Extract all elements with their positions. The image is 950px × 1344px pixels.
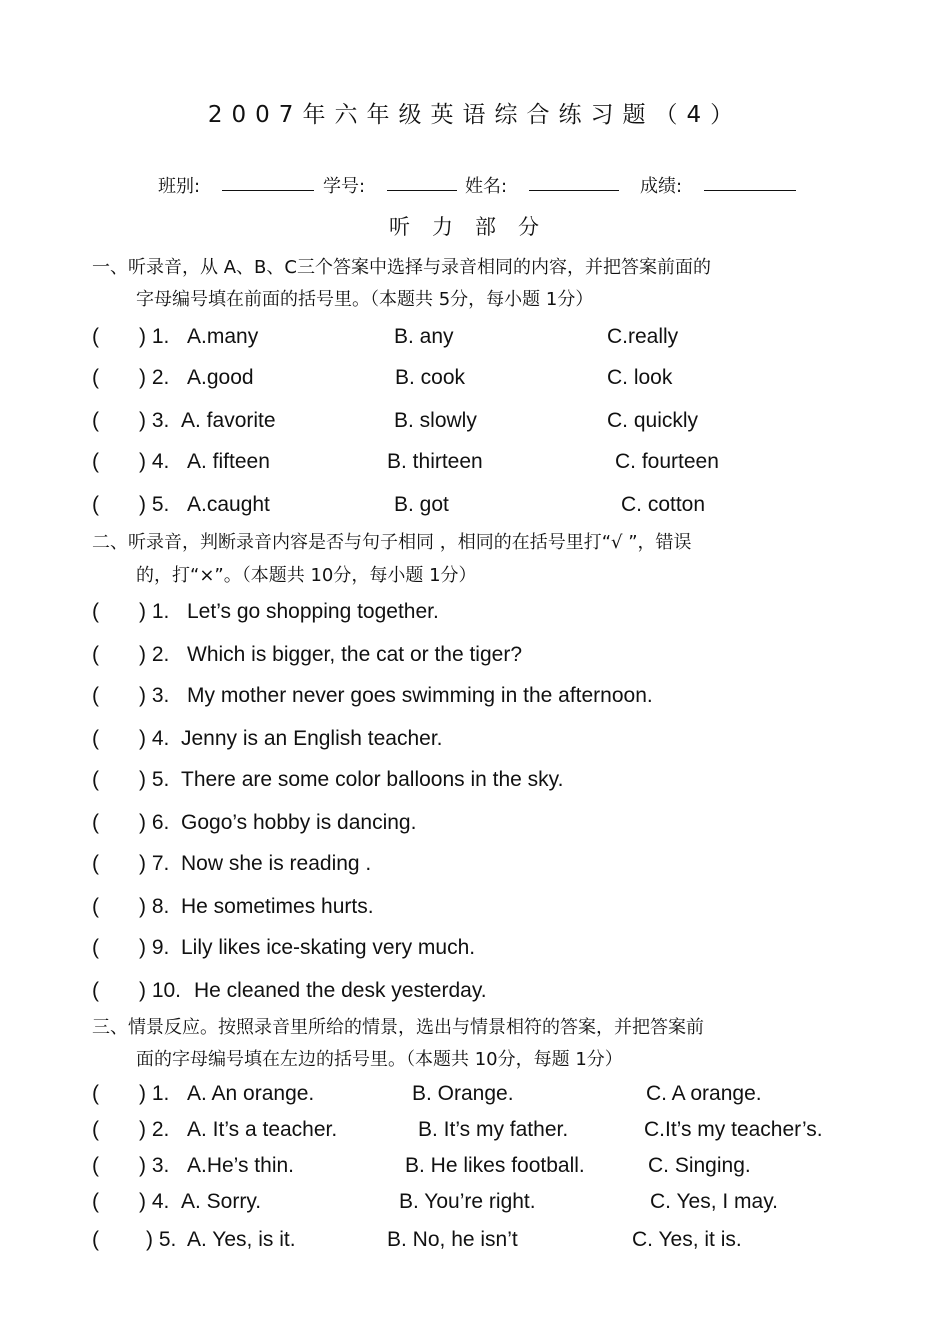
answer-paren-open: ( (92, 768, 99, 791)
score-blank[interactable] (704, 172, 796, 194)
section2-instruction-line1: 二、听录音，判断录音内容是否与句子相同 ，相同的在括号里打“√ ”，错误 (92, 532, 692, 553)
answer-paren-open: ( (92, 1190, 99, 1213)
option-a: A. Yes, is it. (187, 1228, 296, 1251)
option-a: A. It’s a teacher. (187, 1118, 338, 1141)
option-b: B. Orange. (412, 1082, 514, 1105)
question-number: ) 4. (139, 727, 170, 750)
question-number: ) 8. (139, 895, 170, 918)
answer-paren-open: ( (92, 936, 99, 959)
option-c: C. cotton (621, 493, 706, 516)
question-number: ) 6. (139, 811, 170, 834)
answer-paren-open: ( (92, 643, 99, 666)
question-number: ) 4. (139, 450, 170, 473)
question-number: ) 2. (139, 366, 170, 389)
option-b: B. any (394, 325, 454, 348)
option-c: C. Yes, I may. (650, 1190, 778, 1213)
option-b: B. slowly (394, 409, 477, 432)
option-b: B. It’s my father. (418, 1118, 569, 1141)
answer-paren-open: ( (92, 727, 99, 750)
statement-text: Let’s go shopping together. (187, 600, 439, 623)
option-a: A. favorite (181, 409, 276, 432)
answer-paren-open: ( (92, 409, 99, 432)
section-heading: 听力部分 (389, 215, 561, 239)
statement-text: Which is bigger, the cat or the tiger? (187, 643, 523, 666)
answer-paren-open: ( (92, 895, 99, 918)
option-b: B. thirteen (387, 450, 483, 473)
class-label: 班别: (158, 176, 201, 197)
statement-text: Jenny is an English teacher. (181, 727, 443, 750)
option-c: C. look (607, 366, 673, 389)
option-c: C. A orange. (646, 1082, 762, 1105)
question-number: ) 3. (139, 684, 170, 707)
statement-text: He cleaned the desk yesterday. (194, 979, 487, 1002)
student-no-blank[interactable] (387, 172, 457, 194)
question-number: ) 1. (139, 1082, 170, 1105)
section1-instruction-line1: 一、听录音，从 A、B、C三个答案中选择与录音相同的内容，并把答案前面的 (92, 257, 711, 278)
question-number: ) 1. (139, 600, 170, 623)
answer-paren-open: ( (92, 684, 99, 707)
option-c: C. Singing. (648, 1154, 751, 1177)
option-c: C.It’s my teacher’s. (644, 1118, 823, 1141)
answer-paren-open: ( (92, 979, 99, 1002)
question-number: ) 5. (146, 1228, 177, 1251)
answer-paren-open: ( (92, 811, 99, 834)
page-title: 2007年六年级英语综合练习题（4） (207, 102, 743, 128)
question-number: ) 4. (139, 1190, 170, 1213)
statement-text: Now she is reading . (181, 852, 372, 875)
answer-paren-open: ( (92, 1118, 99, 1141)
statement-text: There are some color balloons in the sky. (181, 768, 564, 791)
class-blank[interactable] (222, 172, 314, 194)
statement-text: My mother never goes swimming in the afternoon. (187, 684, 653, 707)
answer-paren-open: ( (92, 600, 99, 623)
option-a: A.caught (187, 493, 270, 516)
answer-paren-open: ( (92, 1154, 99, 1177)
option-b: B. got (394, 493, 449, 516)
option-b: B. You’re right. (399, 1190, 536, 1213)
option-c: C. Yes, it is. (632, 1228, 742, 1251)
answer-paren-open: ( (92, 852, 99, 875)
section3-instruction-line1: 三、情景反应。按照录音里所给的情景，选出与情景相符的答案，并把答案前 (92, 1017, 704, 1038)
answer-paren-open: ( (92, 366, 99, 389)
option-a: A. Sorry. (181, 1190, 262, 1213)
student-no-label: 学号: (323, 176, 366, 197)
question-number: ) 3. (139, 1154, 170, 1177)
option-a: A. fifteen (187, 450, 270, 473)
score-label: 成绩: (640, 176, 683, 197)
question-number: ) 5. (139, 493, 170, 516)
name-blank[interactable] (529, 172, 619, 194)
question-number: ) 2. (139, 1118, 170, 1141)
option-b: B. No, he isn’t (387, 1228, 518, 1251)
answer-paren-open: ( (92, 325, 99, 348)
option-c: C. quickly (607, 409, 699, 432)
option-a: A.good (187, 366, 254, 389)
answer-paren-open: ( (92, 450, 99, 473)
question-number: ) 2. (139, 643, 170, 666)
question-number: ) 7. (139, 852, 170, 875)
section1-instruction-line2: 字母编号填在前面的括号里。（本题共 5分，每小题 1分） (136, 289, 594, 310)
option-a: A. An orange. (187, 1082, 315, 1105)
option-b: B. cook (395, 366, 466, 389)
option-c: C. fourteen (615, 450, 719, 473)
section2-instruction-line2: 的，打“×”。（本题共 10分，每小题 1分） (136, 565, 477, 586)
statement-text: He sometimes hurts. (181, 895, 374, 918)
option-b: B. He likes football. (405, 1154, 585, 1177)
question-number: ) 5. (139, 768, 170, 791)
answer-paren-open: ( (92, 1082, 99, 1105)
answer-paren-open: ( (92, 493, 99, 516)
statement-text: Gogo’s hobby is dancing. (181, 811, 417, 834)
option-a: A.many (187, 325, 259, 348)
question-number: ) 1. (139, 325, 170, 348)
option-a: A.He’s thin. (187, 1154, 294, 1177)
section3-instruction-line2: 面的字母编号填在左边的括号里。（本题共 10分，每题 1分） (136, 1049, 623, 1070)
option-c: C.really (607, 325, 679, 348)
question-number: ) 10. (139, 979, 182, 1002)
statement-text: Lily likes ice-skating very much. (181, 936, 476, 959)
name-label: 姓名: (465, 176, 508, 197)
answer-paren-open: ( (92, 1228, 99, 1251)
question-number: ) 3. (139, 409, 170, 432)
question-number: ) 9. (139, 936, 170, 959)
